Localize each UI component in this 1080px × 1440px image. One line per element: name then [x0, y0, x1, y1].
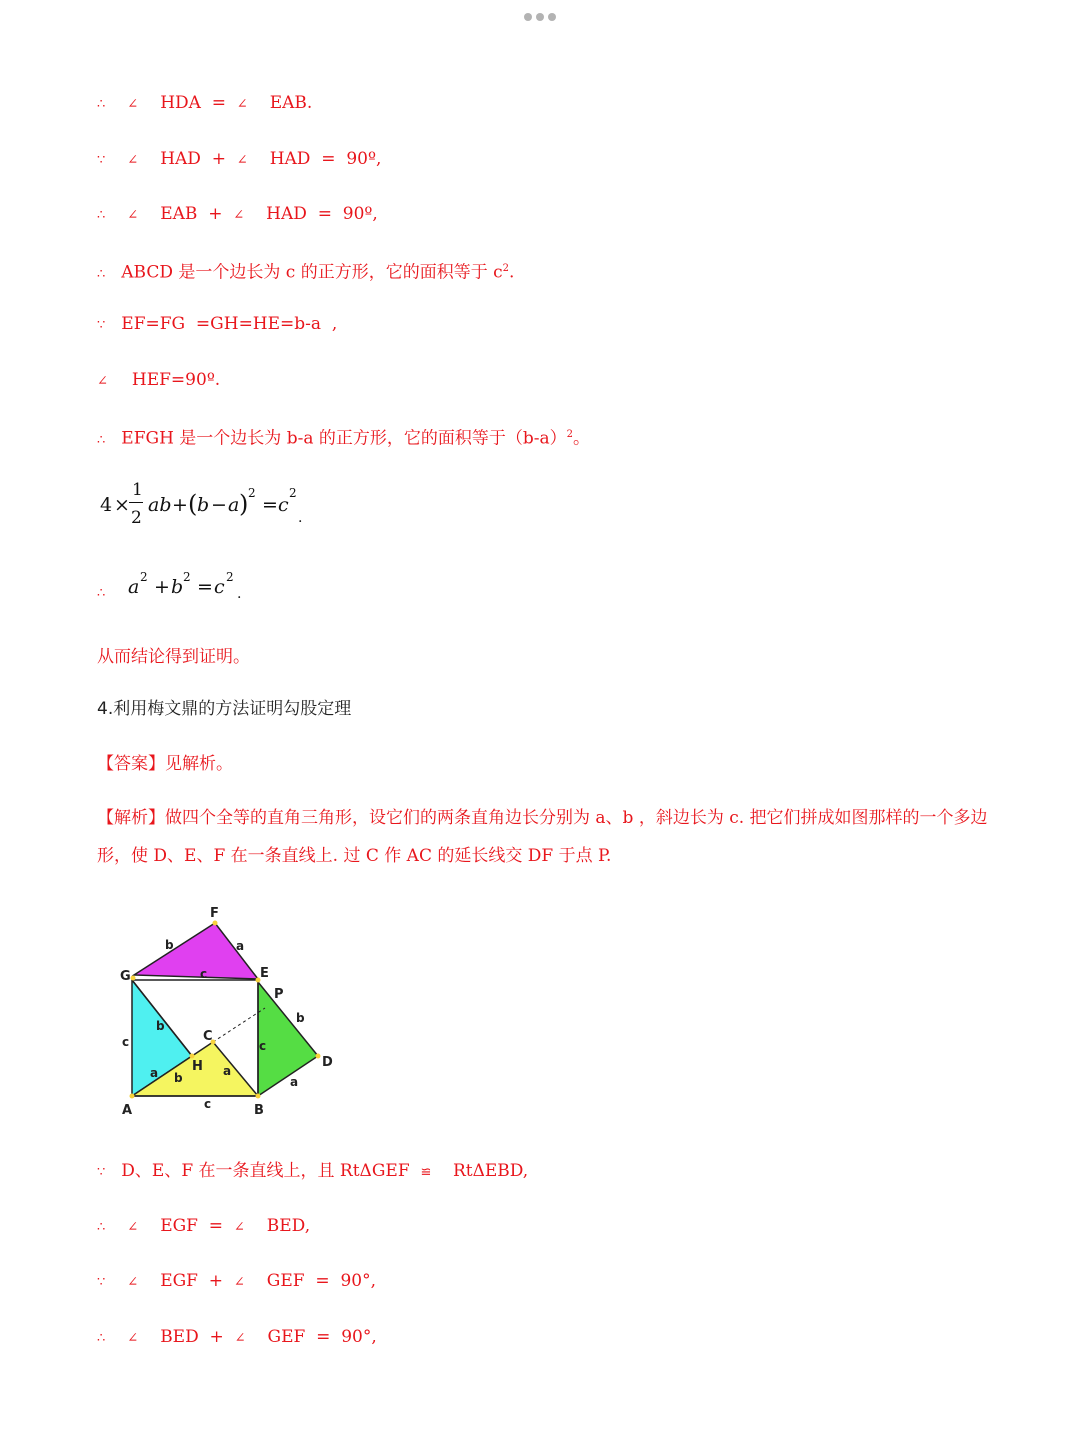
side-a4: a	[290, 1075, 299, 1089]
answer-line	[97, 752, 233, 776]
proof2-line-1: ∵ D、E、F 在一条直线上，且 RtΔGEF ≌ RtΔEBD,	[97, 1161, 529, 1181]
analysis-tag: 【解析】	[97, 808, 165, 828]
label-c: C	[203, 1029, 213, 1044]
vertex-h	[190, 1054, 195, 1059]
label-b: B	[254, 1103, 264, 1118]
side-c4: c	[204, 1097, 212, 1111]
proof-line-6: ∠ HEF=90º.	[97, 370, 221, 390]
side-b2: b	[156, 1019, 165, 1033]
question-title: 4.利用梅文鼎的方法证明勾股定理	[97, 699, 352, 719]
proof-line-1: ∴ ∠ HDA = ∠ EAB.	[97, 93, 313, 113]
label-h: H	[192, 1059, 203, 1074]
vertex-a	[130, 1094, 135, 1099]
side-a2: a	[150, 1066, 159, 1080]
vertex-g	[131, 976, 136, 981]
vertex-b	[256, 1094, 261, 1099]
proof-line-7: ∴ EFGH 是一个边长为 b-a 的正方形，它的面积等于$(b-a)^2$。	[97, 428, 591, 449]
label-e: E	[260, 966, 269, 981]
side-a1: a	[236, 939, 245, 953]
side-c2: c	[122, 1035, 130, 1049]
proof-line-2: ∵ ∠ HAD + ∠ HAD = 90º,	[97, 149, 382, 169]
proof2-line-3: ∵ ∠ EGF + ∠ GEF = 90°,	[97, 1271, 376, 1291]
proof-line-4: ∴ ABCD 是一个边长为 c 的正方形，它的面积等于 $c^2$.	[97, 262, 515, 283]
label-f: F	[210, 906, 219, 921]
label-a: A	[122, 1103, 133, 1118]
answer-text: 见解析。	[165, 754, 233, 774]
side-c3: c	[259, 1039, 267, 1053]
side-b4: b	[174, 1071, 183, 1085]
side-b1: b	[165, 938, 174, 952]
line-cp-dashed	[213, 1008, 265, 1042]
label-g: G	[120, 969, 131, 984]
proof-line-5: ∵ EF=FG =GH=HE=b-a ,	[97, 314, 338, 334]
proof2-line-2: ∴ ∠ EGF = ∠ BED,	[97, 1216, 311, 1236]
vertex-d	[316, 1054, 321, 1059]
proof-line-3: ∴ ∠ EAB + ∠ HAD = 90º,	[97, 204, 378, 224]
proof2-line-4: ∴ ∠ BED + ∠ GEF = 90°,	[97, 1327, 377, 1347]
side-a3: a	[223, 1064, 232, 1078]
triangle-edb	[258, 982, 318, 1096]
answer-tag: 【答案】	[97, 754, 165, 774]
side-c1: c	[200, 967, 208, 981]
label-p: P	[274, 987, 284, 1002]
more-dots-icon[interactable]	[0, 6, 1080, 25]
vertex-f	[213, 921, 218, 926]
side-b3: b	[296, 1011, 305, 1025]
analysis-paragraph	[97, 799, 997, 875]
geometry-figure	[110, 900, 350, 1125]
label-d: D	[322, 1055, 333, 1070]
analysis-text: 做四个全等的直角三角形，设它们的两条直角边长分别为 a、b ，斜边长为 c. 把它们拼成如图那样的一个多边形，使 D、E、F 在一条直线上. 过 C 作 AC 的延长线交 DF 于点 P.	[97, 808, 988, 866]
conclusion-text: 从而结论得到证明。	[97, 647, 250, 667]
